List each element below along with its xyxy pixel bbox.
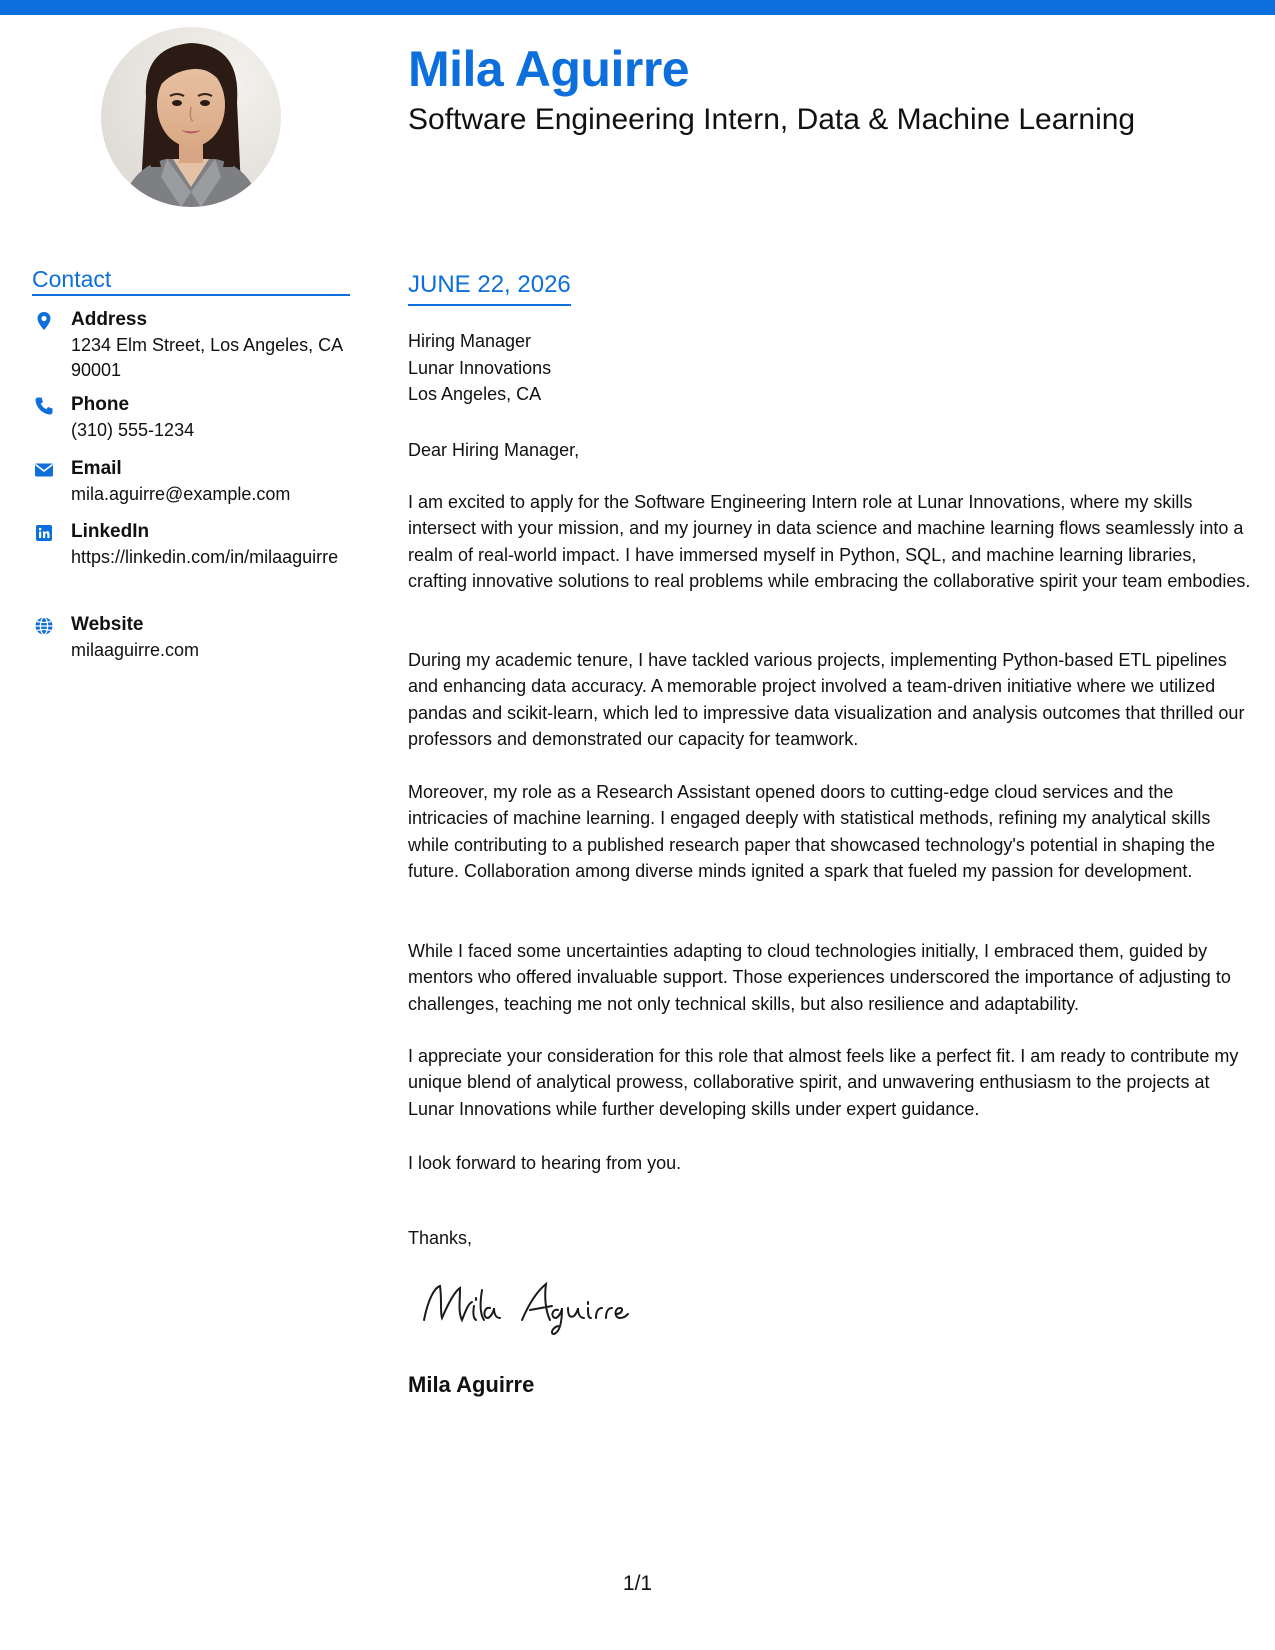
applicant-name: Mila Aguirre: [408, 41, 690, 97]
contact-label-email: Email: [71, 458, 122, 479]
letter-paragraph: During my academic tenure, I have tackled various projects, implementing Python-based ETL pipelines and enhancing data accuracy. A memorable project involved a team-driven initiative where we utilized pandas and scikit-learn, which led to impressive data visualization and analysis outcomes that thrilled our professors and demonstrated our capacity for teamwork.: [408, 650, 1245, 749]
contact-label-address: Address: [71, 309, 148, 330]
contact-label-phone: Phone: [71, 394, 130, 415]
signer-name: Mila Aguirre: [408, 1372, 535, 1397]
linkedin-icon: [34, 523, 54, 543]
contact-phone: [32, 393, 352, 443]
profile-photo: [101, 27, 281, 207]
contact-email: [32, 457, 352, 507]
contact-value-website[interactable]: milaaguirre.com: [71, 640, 200, 660]
recipient-line: Hiring Manager: [408, 331, 532, 351]
recipient-line: Los Angeles, CA: [408, 384, 542, 404]
contact-value-address: 1234 Elm Street, Los Angeles, CA 90001: [71, 335, 343, 380]
handwritten-signature: [418, 1270, 658, 1340]
letter-paragraph: I am excited to apply for the Software Engineering Intern role at Lunar Innovations, where my skills intersect with your mission, and my journey in data science and machine learning flows seamlessly into a realm of real-world impact. I have immersed myself in Python, SQL, and machine learning libraries, crafting innovative solutions to real problems while embracing the collaborative spirit your team embodies.: [408, 492, 1251, 591]
contact-label-website: Website: [71, 614, 144, 635]
contact-label-linkedin: LinkedIn: [71, 521, 150, 542]
recipient-block: [408, 328, 551, 408]
contact-value-email[interactable]: mila.aguirre@example.com: [71, 484, 291, 504]
letter-paragraph: While I faced some uncertainties adapting to cloud technologies initially, I embraced them, guided by mentors who offered invaluable support. Those experiences underscored the importance of adjusting to challenges, teaching me not only technical skills, but also resilience and adaptability.: [408, 941, 1231, 1014]
closing: Thanks,: [408, 1228, 473, 1248]
phone-icon: [34, 396, 54, 416]
letter-paragraph: I appreciate your consideration for this role that almost feels like a perfect fit. I am ready to contribute my unique blend of analytical prowess, collaborative spirit, and unwavering enthusiasm to the projects at Lunar Innovations while further developing skills under expert guidance.: [408, 1046, 1239, 1119]
contact-linkedin: [32, 520, 352, 590]
map-pin-icon: [34, 311, 54, 331]
letter-date: JUNE 22, 2026: [408, 270, 571, 306]
letter-paragraph: I look forward to hearing from you.: [408, 1153, 682, 1173]
contact-value-phone: (310) 555-1234: [71, 420, 195, 440]
letter-paragraph: Moreover, my role as a Research Assistant opened doors to cutting-edge cloud services and the intricacies of machine learning. I engaged deeply with statistical methods, refining my analytical skills while contributing to a published research paper that showcased technology's potential in shaping the future. Collaboration among diverse minds ignited a spark that fueled my passion for development.: [408, 782, 1215, 881]
top-accent-bar: [0, 0, 1275, 15]
contact-value-linkedin[interactable]: https://linkedin.com/in/milaaguirre: [71, 547, 339, 567]
page-number: 1/1: [622, 1572, 653, 1595]
contact-website: [32, 613, 352, 663]
contact-address: [32, 308, 352, 380]
envelope-icon: [34, 460, 54, 480]
contact-heading: Contact: [32, 266, 350, 296]
globe-icon: [34, 616, 54, 636]
salutation: Dear Hiring Manager,: [408, 440, 580, 460]
applicant-title: Software Engineering Intern, Data & Machine Learning: [408, 103, 1136, 136]
recipient-line: Lunar Innovations: [408, 357, 552, 378]
